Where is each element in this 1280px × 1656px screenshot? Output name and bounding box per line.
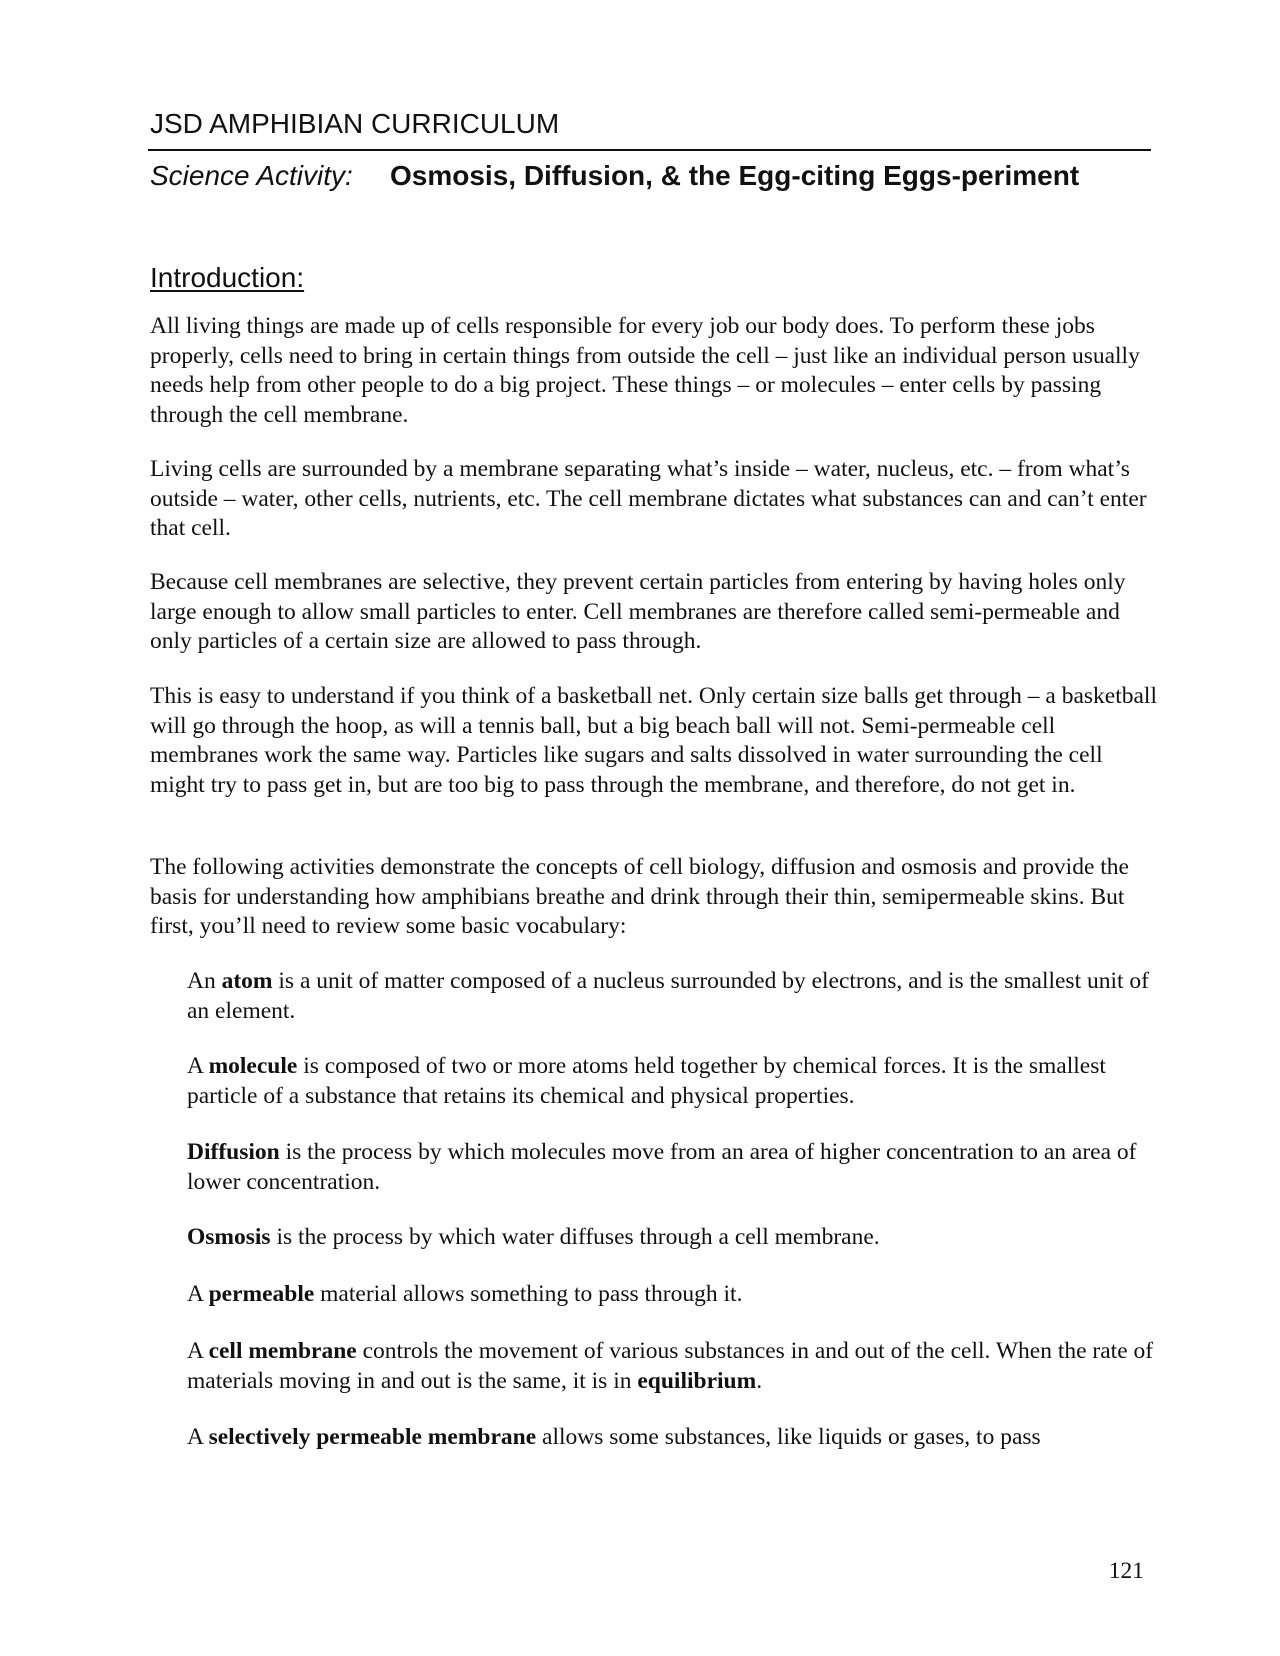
definition-molecule <box>187 1052 1157 1111</box>
term-selectively-permeable-membrane: selectively permeable membrane <box>208 1424 537 1450</box>
definition-text: allows some substances, like liquids or gases, to pass <box>536 1424 1041 1450</box>
page-number: 121 <box>1108 1558 1144 1584</box>
definition-text: is the process by which molecules move from an area of higher concentration to an area of lower concentration. <box>187 1139 1137 1195</box>
definition-atom <box>187 967 1157 1026</box>
term-molecule: molecule <box>208 1053 298 1079</box>
definition-suffix: . <box>756 1367 763 1394</box>
term-permeable: permeable <box>208 1281 315 1307</box>
term-equilibrium: equilibrium <box>637 1367 757 1394</box>
introduction-heading: Introduction: <box>150 262 305 293</box>
definition-text: material allows something to pass through it. <box>314 1281 743 1307</box>
activity-label: Science Activity: <box>150 160 353 191</box>
definition-selectively-permeable <box>187 1423 1157 1453</box>
definition-permeable <box>187 1280 1157 1310</box>
definition-prefix: A <box>187 1053 209 1079</box>
definition-text: controls the movement of various substances in and out of the cell. When the rate of materials moving in and out is the same, it is in <box>187 1338 1154 1394</box>
paragraph-basketball: This is easy to understand if you think of a basketball net. Only certain size balls get through – a basketball will go through the hoop, as will a tennis ball, but a big beach ball will not. Semi-permeable cell membranes work the same way. Particles like sugars and salts dissolved in water surrounding the cell might try to pass get in, but are too big to pass through the membrane, and therefore, do not get in. <box>150 683 1157 799</box>
definition-prefix: A <box>187 1338 209 1364</box>
activity-heading <box>150 160 1079 192</box>
term-cell-membrane: cell membrane <box>208 1338 357 1364</box>
definition-cell-membrane <box>187 1337 1157 1396</box>
term-diffusion: Diffusion <box>187 1139 280 1165</box>
definition-prefix: An <box>187 968 222 994</box>
header-divider <box>148 149 1151 151</box>
definition-prefix: A <box>187 1281 209 1307</box>
definition-diffusion <box>187 1138 1157 1197</box>
term-osmosis: Osmosis <box>187 1224 271 1250</box>
term-atom: atom <box>221 968 273 994</box>
definition-prefix: A <box>187 1424 209 1450</box>
paragraph-cells: All living things are made up of cells responsible for every job our body does. To perform these jobs properly, cells need to bring in certain things from outside the cell – just like an individual person usually needs help from other people to do a big project. These things – or molecules – enter cells by passing through the cell membrane. <box>150 313 1140 429</box>
curriculum-header: JSD AMPHIBIAN CURRICULUM <box>150 108 560 139</box>
paragraph-activities: The following activities demonstrate the concepts of cell biology, diffusion and osmosis and provide the basis for understanding how amphibians breathe and drink through their thin, semipermeable skins. But first, you’ll need to review some basic vocabulary: <box>150 854 1129 940</box>
definition-osmosis <box>187 1223 1157 1253</box>
definition-text: is a unit of matter composed of a nucleus surrounded by electrons, and is the smallest unit of an element. <box>187 968 1149 1024</box>
definition-text: is the process by which water diffuses through a cell membrane. <box>270 1224 880 1250</box>
definition-text: is composed of two or more atoms held together by chemical forces. It is the smallest particle of a substance that retains its chemical and physical properties. <box>187 1053 1106 1109</box>
activity-title: Osmosis, Diffusion, & the Egg-citing Eggs-periment <box>390 160 1080 191</box>
paragraph-membrane: Living cells are surrounded by a membrane separating what’s inside – water, nucleus, etc. – from what’s outside – water, other cells, nutrients, etc. The cell membrane dictates what substances can and can’t enter that cell. <box>150 456 1147 542</box>
paragraph-selective: Because cell membranes are selective, they prevent certain particles from entering by having holes only large enough to allow small particles to enter. Cell membranes are therefore called semi-permeable and only particles of a certain size are allowed to pass through. <box>150 569 1126 655</box>
